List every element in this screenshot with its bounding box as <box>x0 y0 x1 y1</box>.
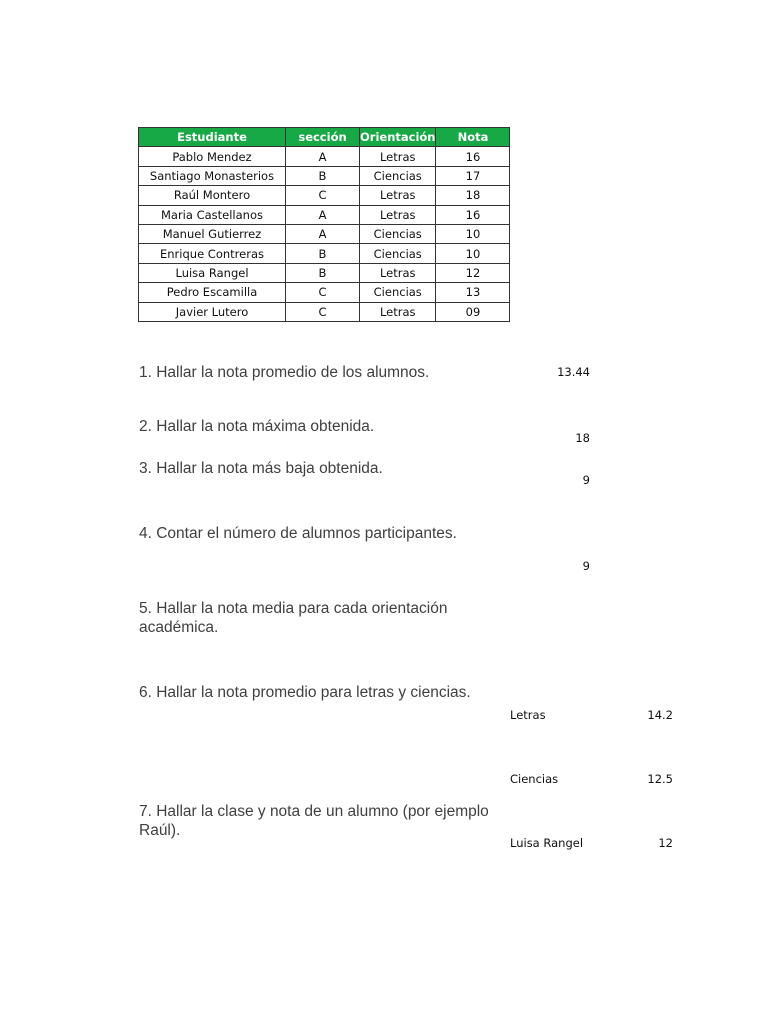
table-row <box>139 147 510 166</box>
cell-estudiante: Pablo Mendez <box>139 147 286 166</box>
cell-orientacion: Ciencias <box>360 244 436 263</box>
ciencias-value: 12.5 <box>647 772 673 786</box>
cell-orientacion: Letras <box>360 186 436 205</box>
cell-nota: 17 <box>436 166 510 185</box>
cell-orientacion: Letras <box>360 263 436 282</box>
cell-estudiante: Luisa Rangel <box>139 263 286 282</box>
table-row <box>139 283 510 302</box>
answer-3: 9 <box>582 473 590 487</box>
cell-seccion: B <box>286 263 360 282</box>
cell-seccion: B <box>286 244 360 263</box>
cell-seccion: A <box>286 147 360 166</box>
cell-orientacion: Ciencias <box>360 224 436 243</box>
answer-1: 13.44 <box>557 365 590 379</box>
question-4: 4. Contar el número de alumnos participantes. <box>139 525 457 542</box>
cell-orientacion: Ciencias <box>360 166 436 185</box>
question-3: 3. Hallar la nota más baja obtenida. <box>139 460 383 477</box>
cell-estudiante: Maria Castellanos <box>139 205 286 224</box>
table-row <box>139 263 510 282</box>
alumno-label: Luisa Rangel <box>510 836 584 850</box>
answer-4: 9 <box>582 559 590 573</box>
question-7: 7. Hallar la clase y nota de un alumno (por ejemplo Raúl). <box>139 803 489 839</box>
table-row <box>139 224 510 243</box>
cell-nota: 16 <box>436 205 510 224</box>
table-row <box>139 244 510 263</box>
cell-orientacion: Letras <box>360 205 436 224</box>
cell-nota: 10 <box>436 224 510 243</box>
cell-nota: 13 <box>436 283 510 302</box>
ciencias-label: Ciencias <box>510 772 559 786</box>
cell-estudiante: Pedro Escamilla <box>139 283 286 302</box>
header-estudiante: Estudiante <box>139 128 286 147</box>
header-orientacion: Orientación <box>360 128 436 147</box>
table-row <box>139 186 510 205</box>
cell-seccion: C <box>286 283 360 302</box>
cell-nota: 09 <box>436 302 510 321</box>
cell-orientacion: Letras <box>360 147 436 166</box>
table-row <box>139 166 510 185</box>
cell-seccion: C <box>286 302 360 321</box>
cell-estudiante: Raúl Montero <box>139 186 286 205</box>
table-row <box>139 205 510 224</box>
cell-estudiante: Manuel Gutierrez <box>139 224 286 243</box>
cell-nota: 16 <box>436 147 510 166</box>
table-header-row <box>139 128 510 147</box>
question-5: 5. Hallar la nota media para cada orientación académica. <box>139 600 448 636</box>
cell-nota: 12 <box>436 263 510 282</box>
question-2: 2. Hallar la nota máxima obtenida. <box>139 418 375 435</box>
alumno-value: 12 <box>658 836 673 850</box>
cell-seccion: A <box>286 205 360 224</box>
cell-estudiante: Javier Lutero <box>139 302 286 321</box>
table-row <box>139 302 510 321</box>
cell-nota: 10 <box>436 244 510 263</box>
cell-seccion: A <box>286 224 360 243</box>
cell-estudiante: Enrique Contreras <box>139 244 286 263</box>
cell-estudiante: Santiago Monasterios <box>139 166 286 185</box>
question-1: 1. Hallar la nota promedio de los alumnos. <box>139 364 430 381</box>
cell-seccion: B <box>286 166 360 185</box>
letras-label: Letras <box>510 708 546 722</box>
question-6: 6. Hallar la nota promedio para letras y ciencias. <box>139 684 471 701</box>
answer-2: 18 <box>575 431 590 445</box>
cell-seccion: C <box>286 186 360 205</box>
cell-nota: 18 <box>436 186 510 205</box>
cell-orientacion: Letras <box>360 302 436 321</box>
grades-table <box>138 127 510 322</box>
header-seccion: sección <box>286 128 360 147</box>
cell-orientacion: Ciencias <box>360 283 436 302</box>
table-body <box>139 147 510 322</box>
letras-value: 14.2 <box>647 708 673 722</box>
header-nota: Nota <box>436 128 510 147</box>
